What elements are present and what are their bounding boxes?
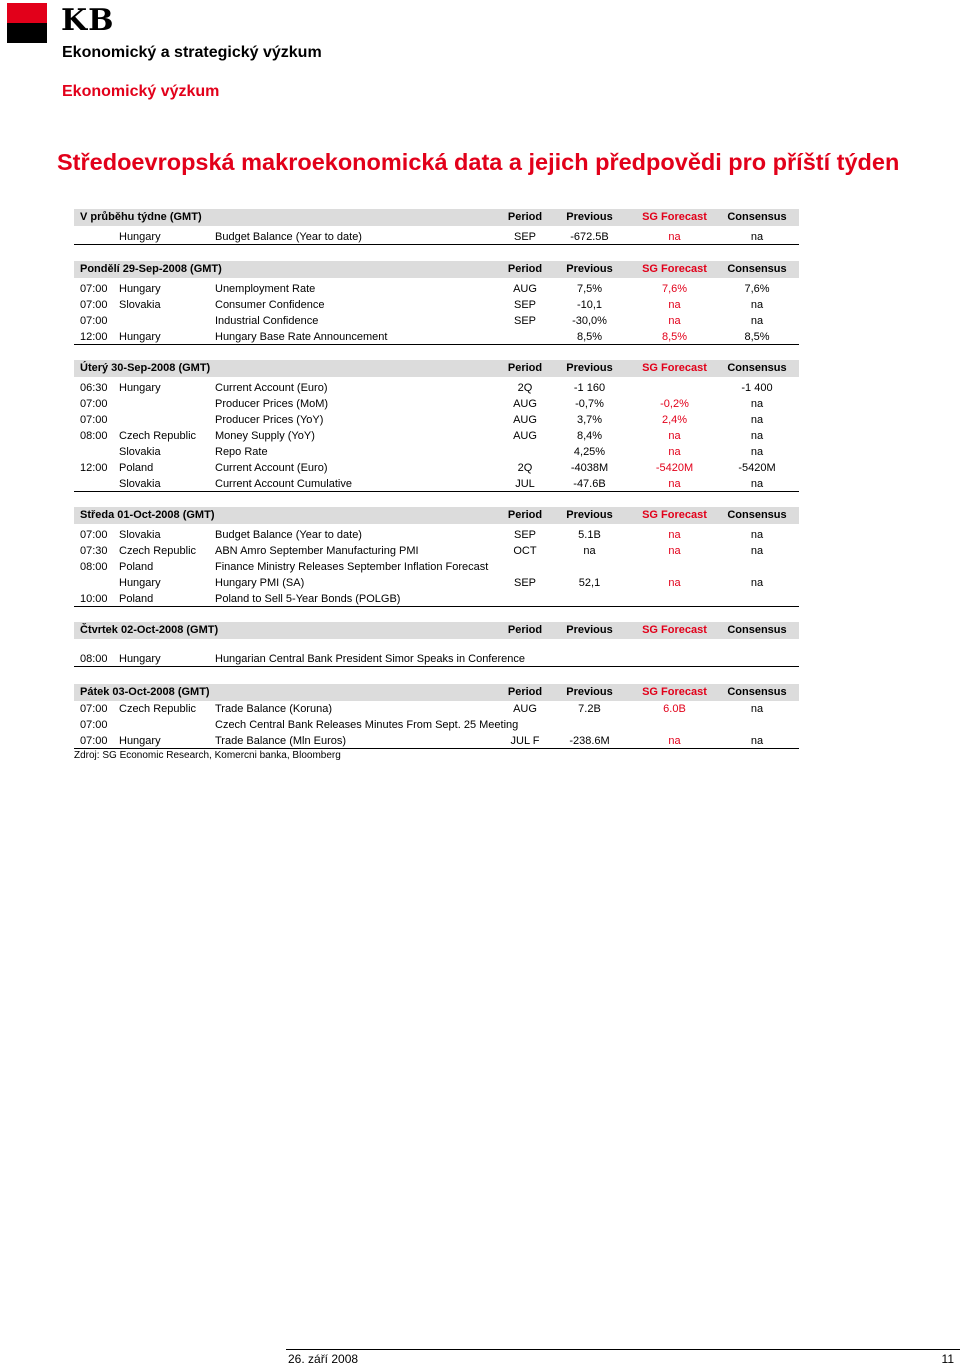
cell-period: 2Q [517,462,533,474]
cell-event: Current Account (Euro) [215,462,328,474]
col-period: Period [507,624,543,636]
cell-previous: -238.6M [569,735,610,747]
cell-forecast: na [668,430,681,442]
cell-previous: -47.6B [573,478,606,490]
table-row [74,380,799,396]
cell-period: SEP [513,529,536,541]
cell-period: JUL [515,478,535,490]
cell-event: ABN Amro September Manufacturing PMI [215,545,419,557]
cell-event: Producer Prices (YoY) [215,414,324,426]
section-heading: Pondělí 29-Sep-2008 (GMT) [80,263,222,275]
page-number: 11 [941,1352,954,1365]
cell-event: Current Account Cumulative [215,478,352,490]
cell-event: Trade Balance (Koruna) [215,703,332,715]
table-row [74,412,799,428]
cell-previous: 3,7% [576,414,603,426]
cell-event: Money Supply (YoY) [215,430,315,442]
cell-country: Hungary [119,283,161,295]
col-period: Period [507,509,543,521]
cell-previous: 8,4% [576,430,603,442]
page-title: Středoevropská makroekonomická data a jejich předpovědi pro příští týden [57,149,900,175]
cell-previous: -672.5B [570,231,609,243]
cell-forecast: -0,2% [660,398,689,410]
cell-event: Industrial Confidence [215,315,319,327]
cell-event: Finance Ministry Releases September Inflation Forecast [215,561,489,573]
col-previous: Previous [566,509,613,521]
cell-time: 10:00 [80,593,108,605]
cell-consensus: na [750,231,764,243]
col-consensus: Consensus [727,211,787,223]
cell-previous: -10,1 [576,299,603,311]
cell-period: SEP [513,315,536,327]
cell-previous: 8,5% [576,331,603,343]
section-heading: Úterý 30-Sep-2008 (GMT) [80,362,211,374]
cell-consensus: na [750,430,764,442]
cell-consensus: na [750,529,764,541]
cell-country: Czech Republic [119,430,197,442]
kb-logo-mark [7,3,47,43]
cell-period: AUG [513,414,537,426]
section-heading: Čtvrtek 02-Oct-2008 (GMT) [80,624,219,636]
cell-country: Slovakia [119,529,161,541]
col-forecast: SG Forecast [642,509,707,521]
cell-country: Slovakia [119,446,161,458]
col-previous: Previous [566,362,613,374]
cell-consensus: na [750,735,764,747]
cell-period: AUG [513,430,537,442]
cell-previous: -0,7% [575,398,604,410]
table-row [74,281,799,297]
col-period: Period [507,211,543,223]
cell-event: Trade Balance (Mln Euros) [215,735,347,747]
section-header [74,360,799,377]
cell-country: Hungary [119,382,161,394]
cell-country: Poland [119,462,154,474]
cell-time: 07:00 [80,529,108,541]
cell-country: Czech Republic [119,703,197,715]
cell-period: AUG [513,398,537,410]
cell-country: Hungary [119,735,161,747]
table-row [74,428,799,444]
cell-forecast: na [668,299,681,311]
cell-time: 07:30 [80,545,108,557]
col-period: Period [507,686,543,698]
table-row [74,229,799,245]
table-row [74,460,799,476]
cell-time: 07:00 [80,735,108,747]
table-row [74,444,799,460]
cell-forecast: -5420M [655,462,694,474]
cell-event: Unemployment Rate [215,283,316,295]
cell-time: 07:00 [80,315,108,327]
cell-time: 07:00 [80,414,108,426]
cell-consensus: -5420M [738,462,776,474]
cell-previous: 7,5% [576,283,603,295]
col-previous: Previous [566,624,613,636]
cell-previous: 7.2B [578,703,601,715]
table-row [74,543,799,559]
cell-previous: -30,0% [572,315,607,327]
cell-consensus: na [750,577,764,589]
cell-time: 08:00 [80,561,108,573]
table-row [74,396,799,412]
cell-forecast: na [668,529,681,541]
col-consensus: Consensus [727,509,787,521]
col-consensus: Consensus [727,686,787,698]
table-row [74,733,799,749]
cell-period: SEP [513,231,536,243]
cell-time: 12:00 [80,331,108,343]
cell-consensus: na [750,703,764,715]
col-previous: Previous [566,263,613,275]
cell-forecast: na [668,577,681,589]
table-row [74,701,799,717]
kb-logo-text: KB [61,3,115,38]
cell-country: Slovakia [119,478,161,490]
section-thursday [74,622,799,667]
cell-previous: -4038M [570,462,609,474]
section-wednesday [74,507,799,607]
cell-time: 08:00 [80,430,108,442]
cell-time: 07:00 [80,719,108,731]
col-period: Period [507,362,543,374]
cell-event: Poland to Sell 5-Year Bonds (POLGB) [215,593,401,605]
section-friday [74,684,799,749]
cell-period: AUG [513,703,537,715]
section-header [74,622,799,639]
col-forecast: SG Forecast [642,211,707,223]
cell-consensus: na [750,315,764,327]
table-row [74,591,799,607]
section-header [74,261,799,278]
cell-country: Hungary [119,331,161,343]
col-consensus: Consensus [727,263,787,275]
cell-consensus: na [750,299,764,311]
col-forecast: SG Forecast [642,624,707,636]
cell-time: 12:00 [80,462,108,474]
col-forecast: SG Forecast [642,362,707,374]
section-during-week [74,209,799,245]
cell-forecast: 6.0B [663,703,686,715]
cell-time: 08:00 [80,653,108,665]
cell-forecast: na [668,735,681,747]
cell-event: Hungary PMI (SA) [215,577,305,589]
cell-period: AUG [513,283,537,295]
cell-consensus: 7,6% [744,283,770,295]
cell-event: Current Account (Euro) [215,382,328,394]
cell-event: Consumer Confidence [215,299,325,311]
table-row [74,717,799,733]
section-monday [74,261,799,345]
section-header [74,507,799,524]
cell-time: 07:00 [80,703,108,715]
footer-date: 26. září 2008 [288,1352,359,1365]
cell-event: Czech Central Bank Releases Minutes From Sept. 25 Meeting [215,719,519,731]
cell-event: Hungary Base Rate Announcement [215,331,388,343]
source-note: Zdroj: SG Economic Research, Komercni banka, Bloomberg [74,750,341,761]
cell-country: Czech Republic [119,545,197,557]
col-forecast: SG Forecast [642,686,707,698]
table-row [74,559,799,575]
cell-period: 2Q [517,382,533,394]
cell-country: Hungary [119,231,161,243]
table-row [74,651,799,667]
cell-forecast: na [668,478,681,490]
section-tuesday [74,360,799,492]
cell-event: Repo Rate [215,446,268,458]
cell-country: Hungary [119,577,161,589]
cell-event: Producer Prices (MoM) [215,398,329,410]
col-period: Period [507,263,543,275]
cell-period: SEP [513,577,536,589]
cell-consensus: na [750,446,764,458]
cell-period: OCT [513,545,537,557]
cell-country: Poland [119,561,154,573]
cell-time: 07:00 [80,299,108,311]
cell-previous: -1 160 [573,382,606,394]
cell-time: 07:00 [80,283,108,295]
table-row [74,297,799,313]
cell-consensus: 8,5% [744,331,770,343]
col-consensus: Consensus [727,362,787,374]
department-heading: Ekonomický a strategický výzkum [62,44,322,61]
cell-event: Budget Balance (Year to date) [215,529,362,541]
cell-country: Hungary [119,653,161,665]
cell-previous: na [583,545,596,557]
section-header [74,684,799,701]
section-heading: V průběhu týdne (GMT) [80,211,202,223]
section-heading: Středa 01-Oct-2008 (GMT) [80,509,215,521]
kb-logo [7,3,137,43]
cell-forecast: 8,5% [661,331,688,343]
cell-forecast: na [668,315,681,327]
col-forecast: SG Forecast [642,263,707,275]
footer-divider [286,1349,960,1350]
cell-forecast: na [668,545,681,557]
cell-forecast: 2,4% [661,414,688,426]
cell-consensus: -1 400 [741,382,773,394]
cell-previous: 5.1B [578,529,601,541]
cell-period: JUL F [510,735,540,747]
table-row [74,329,799,345]
cell-forecast: na [668,231,681,243]
cell-time: 06:30 [80,382,108,394]
cell-time: 07:00 [80,398,108,410]
cell-consensus: na [750,398,764,410]
cell-period: SEP [513,299,536,311]
table-row [74,313,799,329]
table-row [74,575,799,591]
cell-previous: 52,1 [578,577,601,589]
section-header [74,209,799,226]
table-row [74,527,799,543]
cell-event: Budget Balance (Year to date) [215,231,362,243]
cell-country: Slovakia [119,299,161,311]
cell-consensus: na [750,414,764,426]
cell-consensus: na [750,545,764,557]
section-heading: Pátek 03-Oct-2008 (GMT) [80,686,210,698]
col-previous: Previous [566,686,613,698]
cell-country: Poland [119,593,154,605]
cell-event: Hungarian Central Bank President Simor Speaks in Conference [215,653,525,665]
subdepartment-heading: Ekonomický výzkum [62,83,220,100]
col-previous: Previous [566,211,613,223]
cell-forecast: 7,6% [661,283,688,295]
cell-forecast: na [668,446,681,458]
col-consensus: Consensus [727,624,787,636]
table-row [74,476,799,492]
cell-consensus: na [750,478,764,490]
cell-previous: 4,25% [573,446,606,458]
